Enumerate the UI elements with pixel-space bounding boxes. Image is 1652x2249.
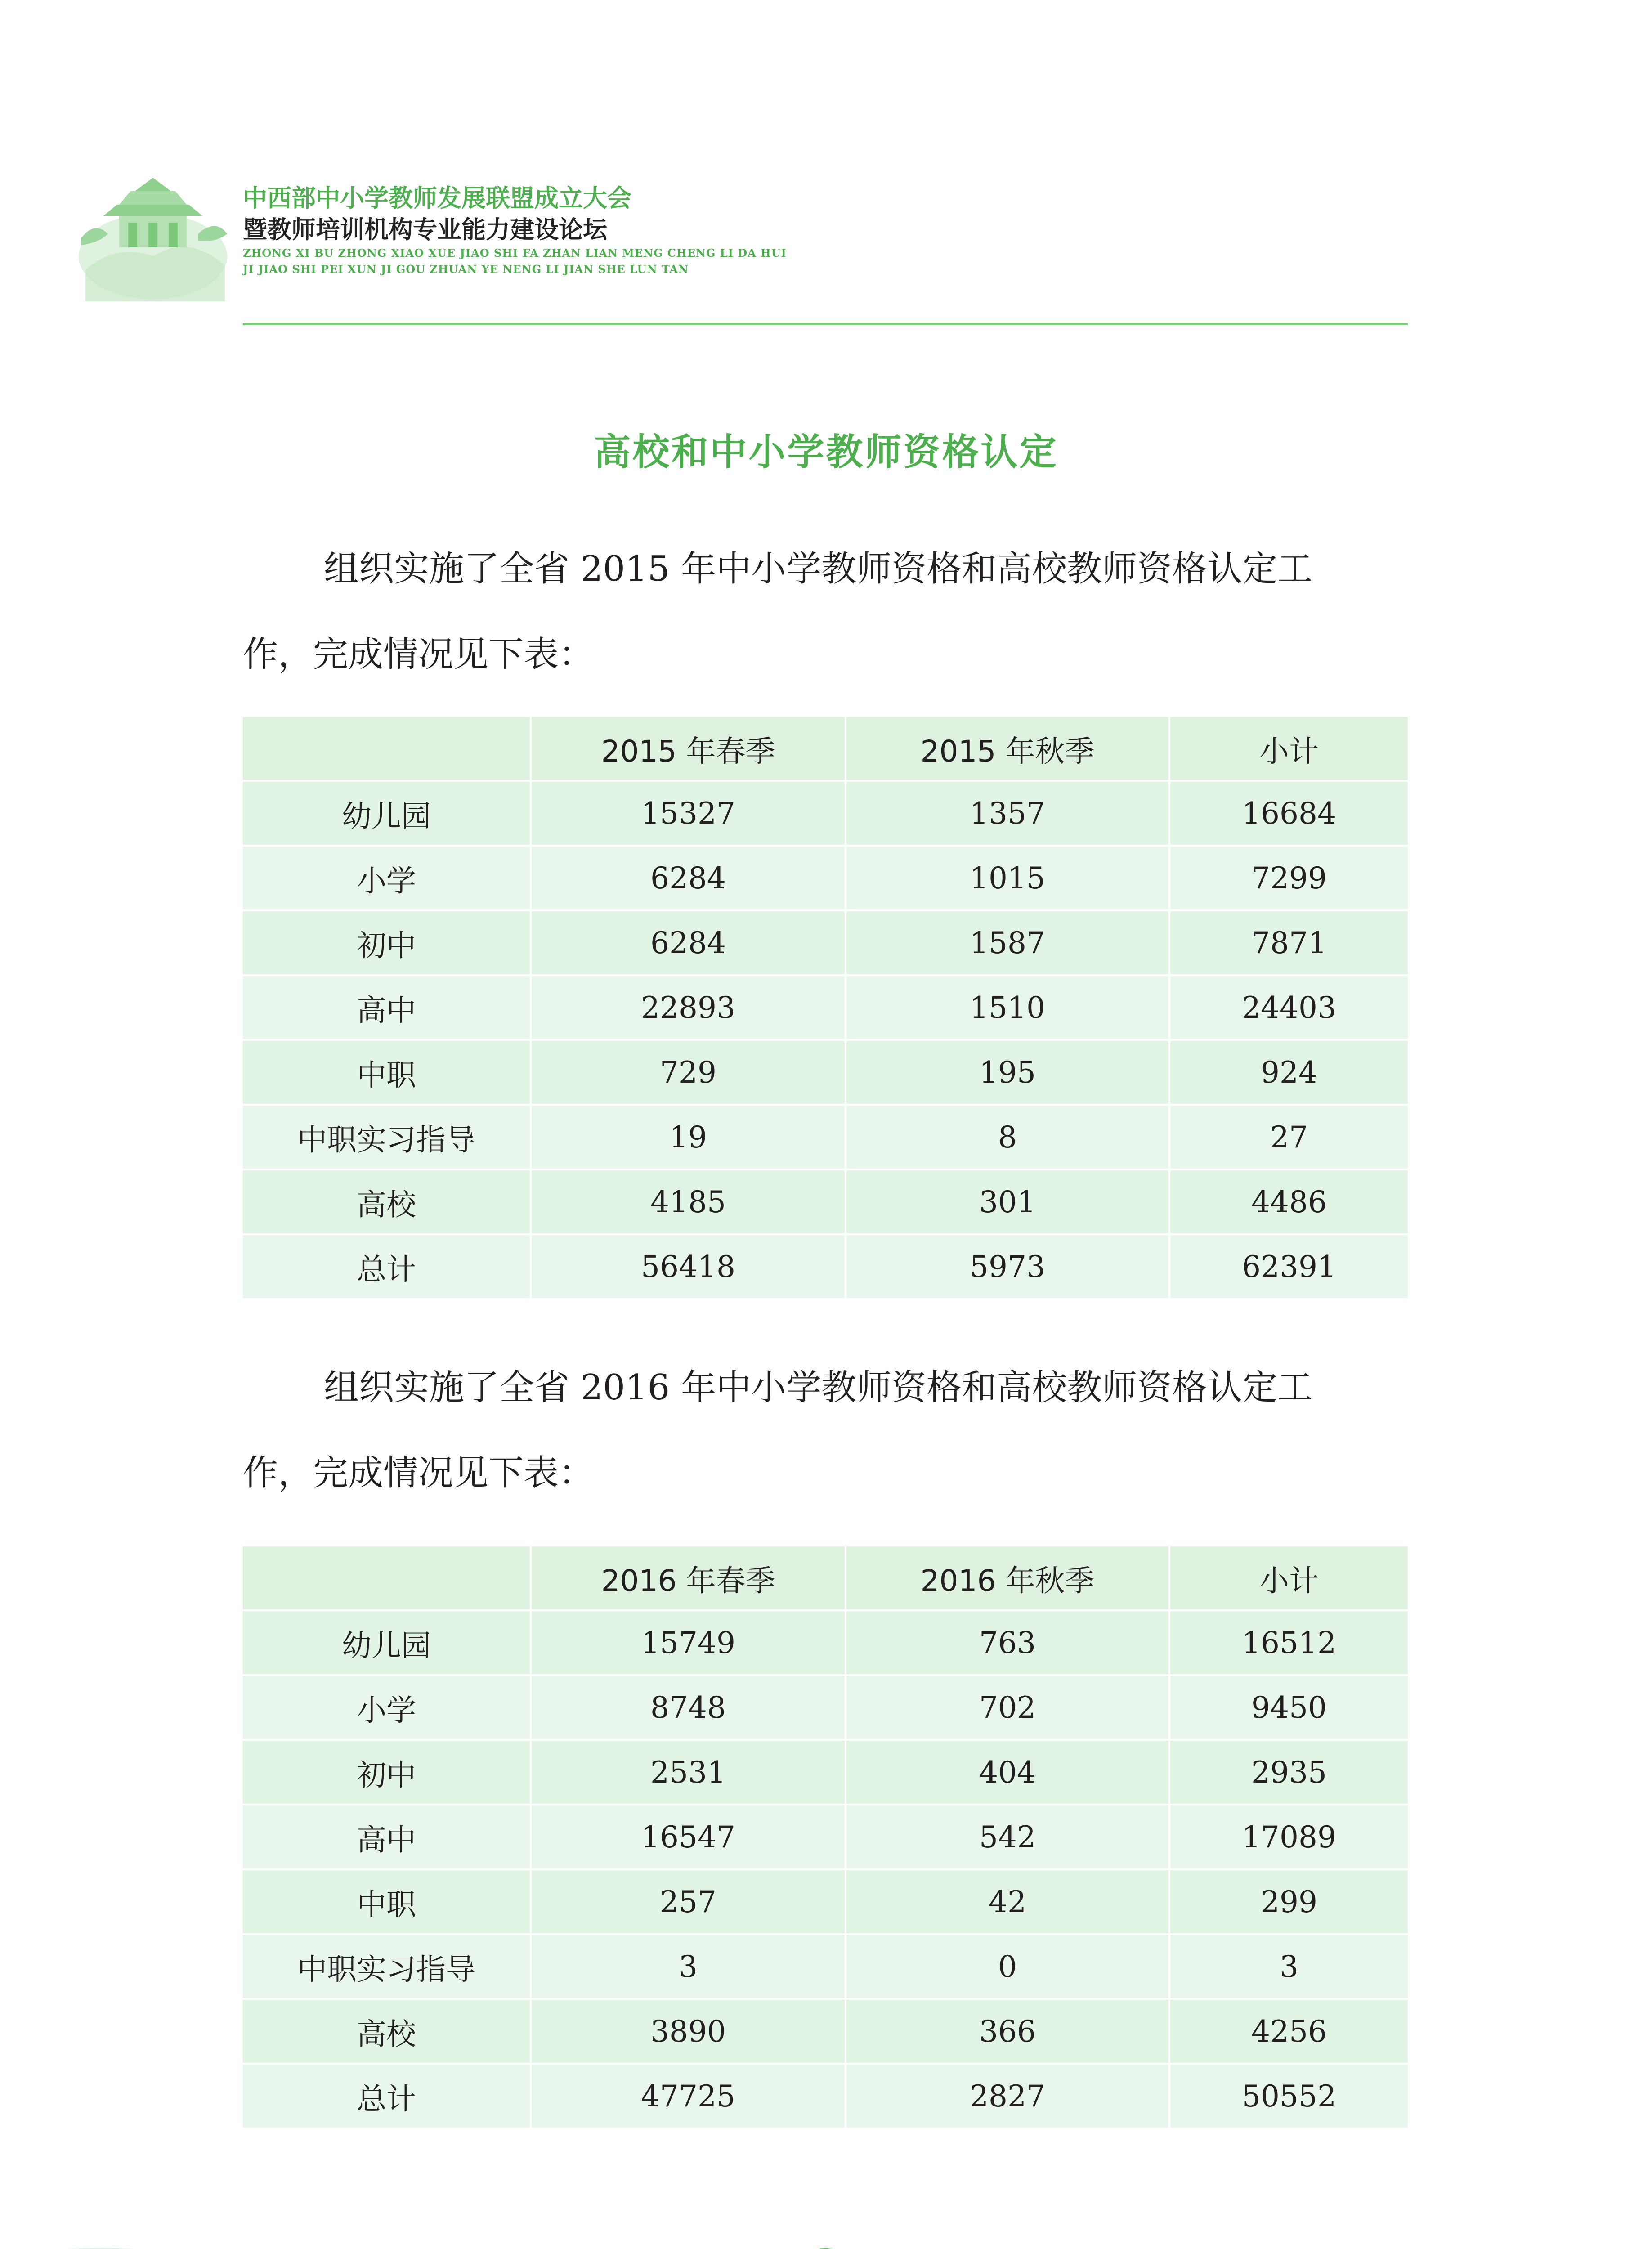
table-cell: 3 [1169,1934,1408,1999]
table-cell: 4486 [1169,1169,1408,1234]
header-title-line1: 中西部中小学教师发展联盟成立大会 [243,184,631,212]
table-cell: 8748 [531,1675,846,1740]
table-header-cell: 小计 [1169,717,1408,781]
table-cell: 1357 [846,781,1169,846]
table-header-cell: 2015 年秋季 [846,717,1169,781]
table-header-cell: 2016 年秋季 [846,1546,1169,1610]
table-cell: 初中 [243,910,531,975]
table-cell: 17089 [1169,1805,1408,1869]
table-cell: 中职 [243,1869,531,1934]
table-cell: 366 [846,1999,1169,2064]
table-row [243,1675,1408,1740]
table-header-row [243,1546,1408,1610]
table-row [243,781,1408,846]
paragraph-2016-line2: 作，完成情况见下表： [243,1453,594,1493]
table-header-cell [243,717,531,781]
table-cell: 56418 [531,1234,846,1298]
table-row [243,1805,1408,1869]
table-cell: 404 [846,1740,1169,1805]
table-cell: 小学 [243,1675,531,1740]
table-cell: 50552 [1169,2064,1408,2128]
table-cell: 47725 [531,2064,846,2128]
header-pinyin-line2: JI JIAO SHI PEI XUN JI GOU ZHUAN YE NENG LI JIAN SHE LUN TAN [243,263,689,276]
table-cell: 729 [531,1040,846,1105]
table-cell: 16684 [1169,781,1408,846]
table-row [243,1105,1408,1169]
paragraph-2016-line1: 组织实施了全省 2016 年中小学教师资格和高校教师资格认定工 [324,1367,1313,1408]
table-cell: 301 [846,1169,1169,1234]
table-cell: 总计 [243,2064,531,2128]
table-cell: 27 [1169,1105,1408,1169]
table-cell: 8 [846,1105,1169,1169]
table-cell: 中职实习指导 [243,1934,531,1999]
table-cell: 幼儿园 [243,781,531,846]
paragraph-2015 [243,526,1408,697]
table-cell: 16512 [1169,1610,1408,1675]
table-cell: 初中 [243,1740,531,1805]
table-row [243,2064,1408,2128]
table-row [243,975,1408,1040]
table-cell: 1015 [846,846,1169,910]
table-cell: 总计 [243,1234,531,1298]
table-cell: 195 [846,1040,1169,1105]
table-cell: 299 [1169,1869,1408,1934]
table-cell: 9450 [1169,1675,1408,1740]
table-cell: 257 [531,1869,846,1934]
table-cell: 702 [846,1675,1169,1740]
paragraph-2016 [243,1345,1408,1516]
pavilion-emblem-icon [76,166,229,301]
table-row [243,1999,1408,2064]
table-row [243,846,1408,910]
table-cell: 小学 [243,846,531,910]
table-cell: 高中 [243,975,531,1040]
table-cell: 7299 [1169,846,1408,910]
table-cell: 6284 [531,846,846,910]
table-row [243,1040,1408,1105]
table-cell: 1510 [846,975,1169,1040]
table-cell: 5973 [846,1234,1169,1298]
table-header-cell [243,1546,531,1610]
table-row [243,1234,1408,1298]
table-cell: 16547 [531,1805,846,1869]
table-cell: 2935 [1169,1740,1408,1805]
table-header-row [243,717,1408,781]
table-row [243,1934,1408,1999]
table-cell: 4185 [531,1169,846,1234]
table-2015 [243,717,1408,1298]
table-cell: 24403 [1169,975,1408,1040]
table-cell: 高校 [243,1169,531,1234]
table-cell: 2827 [846,2064,1169,2128]
table-2016 [243,1546,1408,2128]
table-header-cell: 2016 年春季 [531,1546,846,1610]
section-title: 高校和中小学教师资格认定 [594,430,1058,474]
table-row [243,910,1408,975]
table-cell: 中职 [243,1040,531,1105]
table-cell: 4256 [1169,1999,1408,2064]
table-cell: 19 [531,1105,846,1169]
paragraph-2015-line2: 作，完成情况见下表： [243,634,594,675]
header-title-line2: 暨教师培训机构专业能力建设论坛 [243,215,607,244]
table-cell: 2531 [531,1740,846,1805]
table-row [243,1610,1408,1675]
table-cell: 0 [846,1934,1169,1999]
table-cell: 542 [846,1805,1169,1869]
table-header-cell: 2015 年春季 [531,717,846,781]
table-cell: 1587 [846,910,1169,975]
header-pinyin-line1: ZHONG XI BU ZHONG XIAO XUE JIAO SHI FA ZHAN LIAN MENG CHENG LI DA HUI [243,246,787,260]
header-divider [243,323,1408,325]
table-cell: 中职实习指导 [243,1105,531,1169]
table-cell: 22893 [531,975,846,1040]
table-cell: 763 [846,1610,1169,1675]
table-header-cell: 小计 [1169,1546,1408,1610]
table-cell: 15749 [531,1610,846,1675]
table-cell: 3 [531,1934,846,1999]
table-cell: 15327 [531,781,846,846]
ink-wash-landscape-icon [0,2204,1652,2249]
table-cell: 62391 [1169,1234,1408,1298]
table-row [243,1869,1408,1934]
table-cell: 3890 [531,1999,846,2064]
table-cell: 924 [1169,1040,1408,1105]
header-text [243,182,787,278]
table-cell: 7871 [1169,910,1408,975]
table-row [243,1169,1408,1234]
table-cell: 42 [846,1869,1169,1934]
table-cell: 6284 [531,910,846,975]
table-cell: 高校 [243,1999,531,2064]
table-cell: 幼儿园 [243,1610,531,1675]
paragraph-2015-line1: 组织实施了全省 2015 年中小学教师资格和高校教师资格认定工 [324,549,1313,589]
table-cell: 高中 [243,1805,531,1869]
table-row [243,1740,1408,1805]
